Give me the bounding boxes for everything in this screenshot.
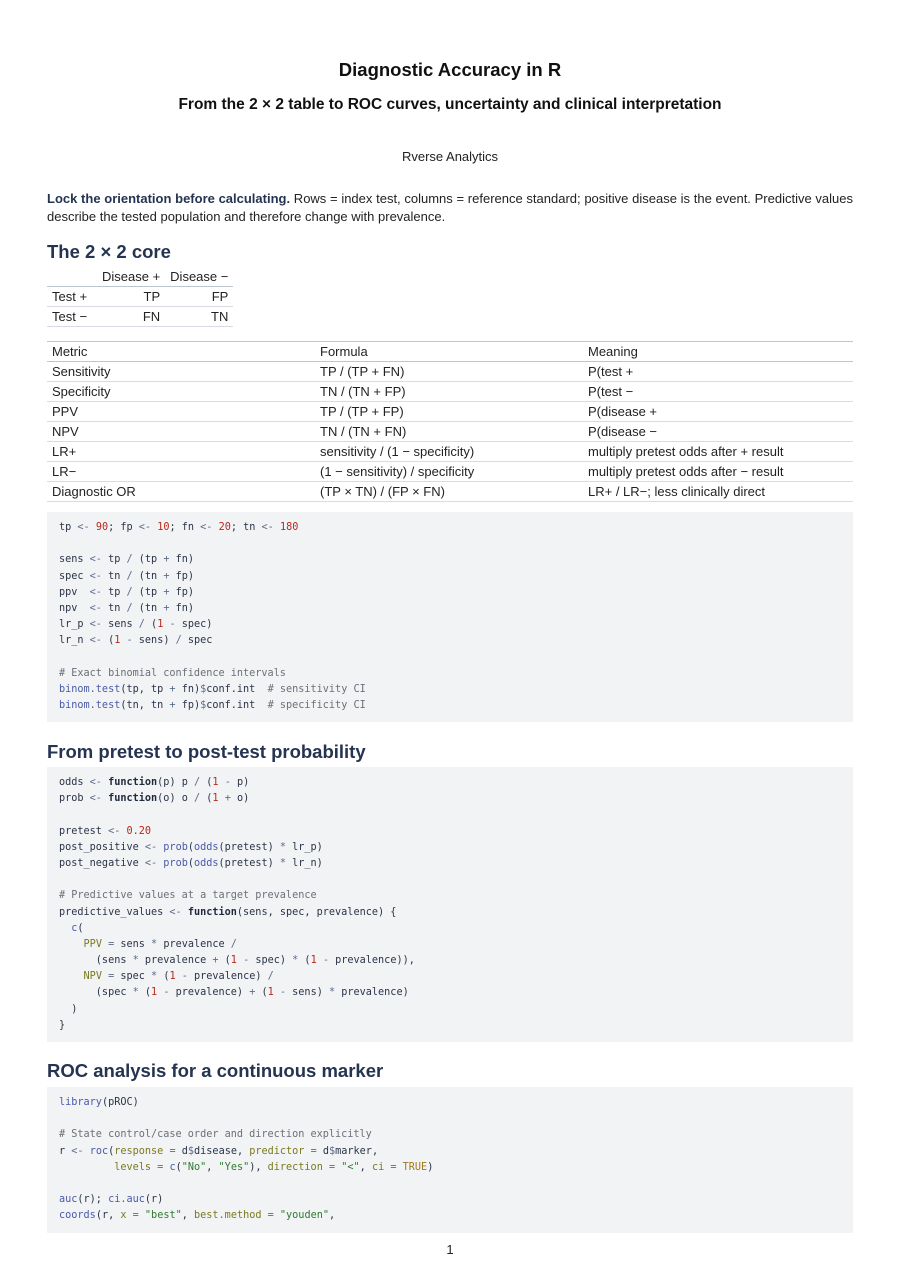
table-cell: Test − — [47, 307, 97, 327]
code-line: post_positive <- prob(odds(pretest) * lr_p) — [59, 841, 323, 853]
code-line: # State control/case order and direction explicitly — [59, 1129, 372, 1141]
table-cell: FP — [165, 287, 233, 307]
table-header-cell: Metric — [47, 342, 315, 362]
code-line: sens <- tp / (tp + fn) — [59, 554, 194, 566]
code-line: predictive_values <- function(sens, spec, prevalence) { — [59, 906, 397, 918]
document-author: Rverse Analytics — [401, 149, 499, 164]
table-row — [47, 362, 853, 382]
lead-paragraph — [47, 190, 853, 226]
code-line: library(pROC) — [59, 1097, 139, 1108]
section-heading-roc: ROC analysis for a continuous marker — [47, 1060, 384, 1081]
code-line: pretest <- 0.20 — [59, 825, 152, 837]
document-title: Diagnostic Accuracy in R — [338, 59, 562, 80]
lead-text: Rows = index test, columns = reference standard; positive disease is the event. Predictive values describe the tested population and therefore change with prevalence. — [47, 191, 853, 224]
table-row — [47, 402, 853, 422]
table-header-cell: Meaning — [583, 342, 853, 362]
table-cell: sensitivity / (1 − specificity) — [315, 442, 583, 462]
code-line: ppv <- tp / (tp + fp) — [59, 586, 194, 598]
lead-bold: Lock the orientation before calculating. — [47, 191, 291, 206]
code-line: odds <- function(p) p / (1 - p) — [59, 777, 250, 788]
code-line: (spec * (1 - prevalence) + (1 - sens) * prevalence) — [59, 987, 409, 999]
table-cell: TN / (TN + FN) — [315, 422, 583, 442]
table-row — [47, 307, 233, 327]
table-cell: Specificity — [47, 382, 315, 402]
table-cell: Test + — [47, 287, 97, 307]
table-header-cell — [47, 267, 97, 287]
code-block-2x2-metrics — [47, 512, 853, 722]
table-cell: P(disease + — [583, 402, 853, 422]
table-header-cell: Disease − — [165, 267, 233, 287]
table-cell: TP / (TP + FP) — [315, 402, 583, 422]
table-cell: LR+ — [47, 442, 315, 462]
table-cell: multiply pretest odds after + result — [583, 442, 853, 462]
code-line: prob <- function(o) o / (1 + o) — [59, 793, 250, 805]
table-cell: (1 − sensitivity) / specificity — [315, 462, 583, 482]
code-block-roc — [47, 1087, 853, 1233]
table-cell: Sensitivity — [47, 362, 315, 382]
code-line: c( — [71, 922, 84, 934]
table-cell: LR+ / LR−; less clinically direct — [583, 482, 853, 502]
code-line: ) — [59, 1003, 78, 1015]
section-heading-core: The 2 × 2 core — [47, 241, 171, 262]
table-row — [47, 342, 853, 362]
code-line — [59, 872, 841, 888]
table-row — [47, 442, 853, 462]
code-line: PPV = sens * prevalence / — [83, 938, 237, 950]
code-line: coords(r, x = "best", best.method = "youden", — [59, 1210, 336, 1222]
metrics-table — [47, 341, 853, 502]
table-cell: P(test − — [583, 382, 853, 402]
code-line — [59, 1176, 841, 1192]
code-line: tp <- 90; fp <- 10; fn <- 20; tn <- 180 — [59, 522, 299, 533]
table-cell: FN — [97, 307, 165, 327]
document-subtitle: From the 2 × 2 table to ROC curves, uncertainty and clinical interpretation — [178, 96, 722, 113]
table-cell: PPV — [47, 402, 315, 422]
table-row — [47, 462, 853, 482]
page-number: 1 — [446, 1242, 454, 1257]
table-cell: P(disease − — [583, 422, 853, 442]
code-line: # Predictive values at a target prevalence — [59, 890, 317, 902]
code-line: post_negative <- prob(odds(pretest) * lr_n) — [59, 857, 323, 869]
table-cell: TP — [97, 287, 165, 307]
code-line: lr_n <- (1 - sens) / spec — [59, 635, 213, 647]
table-cell: multiply pretest odds after − result — [583, 462, 853, 482]
code-block-post-test — [47, 767, 853, 1042]
code-line: auc(r); ci.auc(r) — [59, 1194, 164, 1206]
table-cell: NPV — [47, 422, 315, 442]
code-line: r <- roc(response = d$disease, predictor = d$marker, — [59, 1145, 379, 1157]
table-cell: TP / (TP + FN) — [315, 362, 583, 382]
code-line — [59, 536, 841, 552]
table-row — [47, 422, 853, 442]
code-line: spec <- tn / (tn + fp) — [59, 570, 194, 582]
confusion-table — [47, 267, 233, 327]
code-line: levels = c("No", "Yes"), direction = "<", ci = TRUE) — [114, 1161, 434, 1173]
section-heading-pretest: From pretest to post-test probability — [47, 741, 366, 762]
table-cell: (TP × TN) / (FP × FN) — [315, 482, 583, 502]
table-cell: TN / (TN + FP) — [315, 382, 583, 402]
table-row — [47, 482, 853, 502]
code-line: NPV = spec * (1 - prevalence) / — [83, 971, 274, 983]
code-line: lr_p <- sens / (1 - spec) — [59, 619, 213, 631]
code-line: binom.test(tp, tp + fn)$conf.int # sensitivity CI — [59, 683, 366, 695]
table-cell: P(test + — [583, 362, 853, 382]
code-line: (sens * prevalence + (1 - spec) * (1 - prevalence)), — [59, 955, 415, 967]
code-line: npv <- tn / (tn + fn) — [59, 602, 194, 614]
table-row — [47, 382, 853, 402]
table-cell: TN — [165, 307, 233, 327]
code-line: } — [59, 1019, 66, 1031]
table-row — [47, 287, 233, 307]
code-line — [59, 650, 841, 666]
table-header-cell: Formula — [315, 342, 583, 362]
code-line — [59, 1111, 841, 1127]
table-cell: Diagnostic OR — [47, 482, 315, 502]
code-line: binom.test(tn, tn + fp)$conf.int # specificity CI — [59, 700, 366, 712]
table-cell: LR− — [47, 462, 315, 482]
code-line: # Exact binomial confidence intervals — [59, 667, 286, 679]
table-header-cell: Disease + — [97, 267, 165, 287]
table-row — [47, 267, 233, 287]
code-line — [59, 807, 841, 823]
